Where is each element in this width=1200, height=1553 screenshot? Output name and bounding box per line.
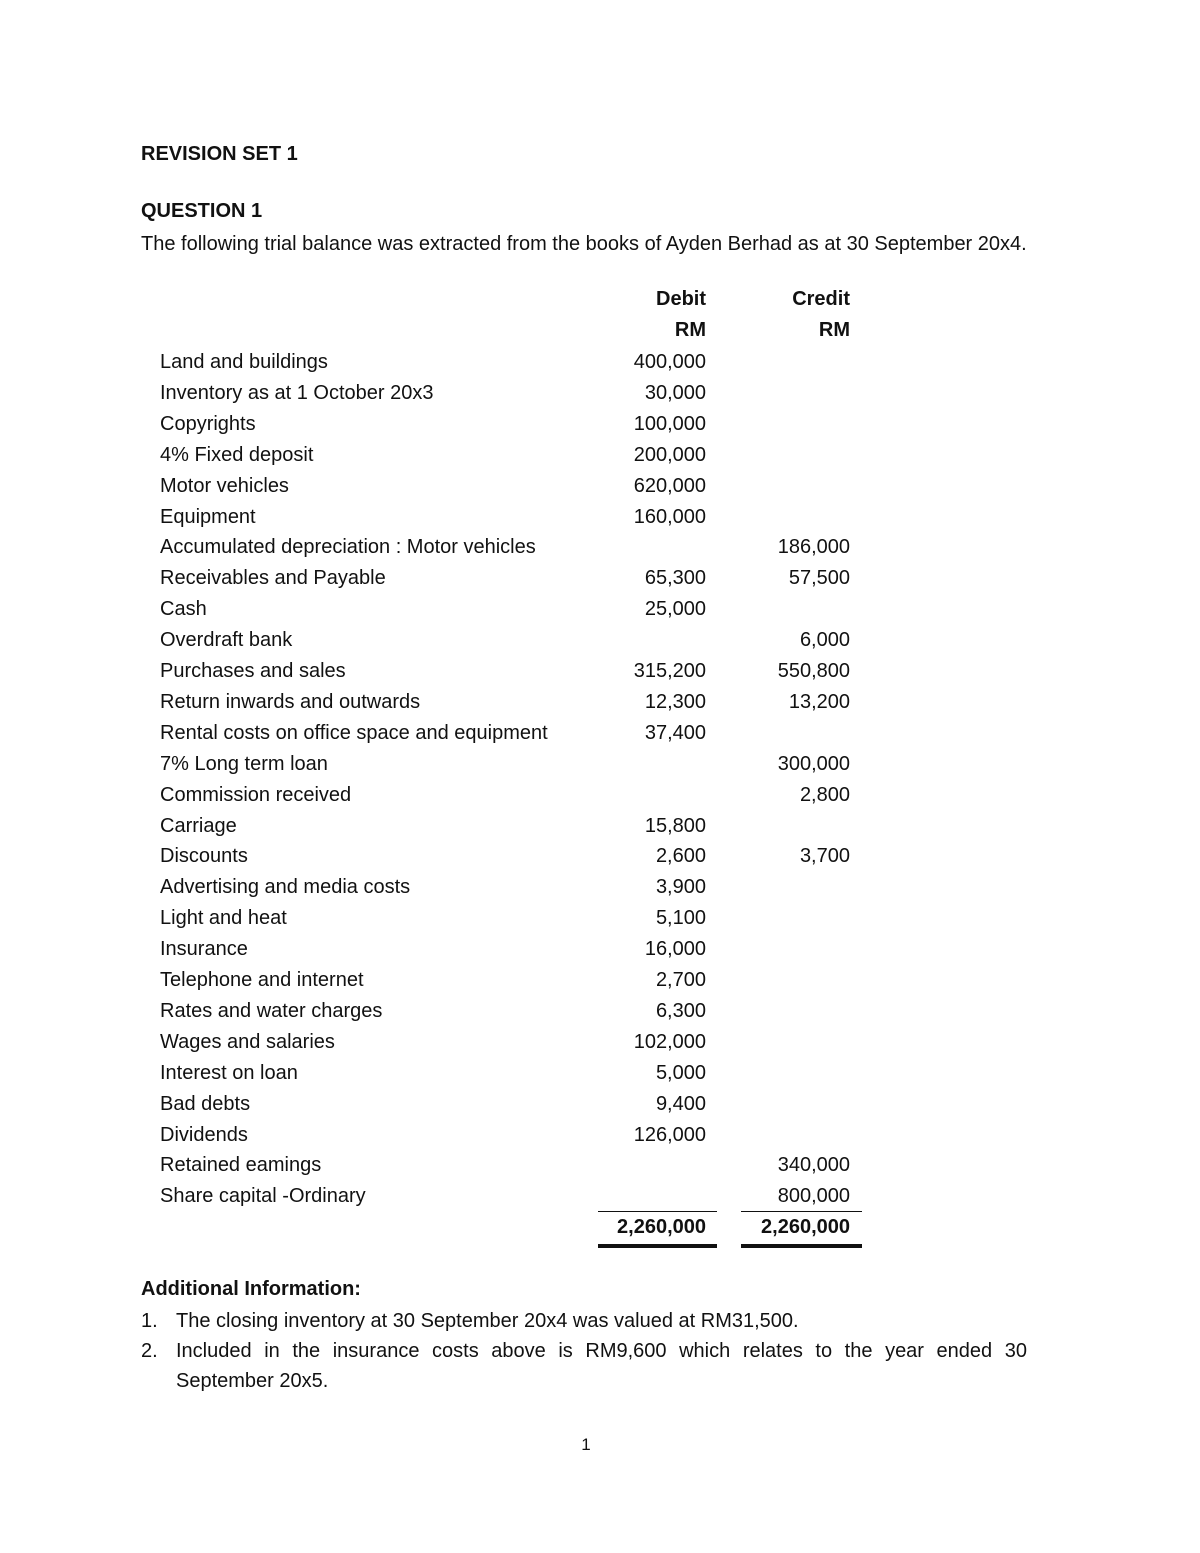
list-item (141, 1306, 1027, 1336)
row-debit: 200,000 (633, 443, 706, 466)
row-label: Bad debts (160, 1092, 251, 1115)
table-row (0, 815, 1200, 846)
question-title: QUESTION 1 (141, 200, 263, 222)
row-credit: 340,000 (777, 1154, 850, 1177)
row-credit: 3,700 (799, 845, 850, 868)
table-row (0, 1124, 1200, 1155)
list-item-number: 1. (141, 1310, 158, 1332)
table-row (0, 536, 1200, 567)
table-row (0, 444, 1200, 475)
table-row (0, 598, 1200, 629)
row-label: Rates and water charges (160, 999, 383, 1022)
row-debit: 102,000 (633, 1030, 706, 1053)
list-item-text: Included in the insurance costs above is RM9,600 which relates to the year ended 30 September 20x5. (176, 1340, 1027, 1392)
row-label: Wages and salaries (160, 1030, 335, 1053)
page-number: 1 (581, 1435, 591, 1454)
row-debit: 2,600 (655, 845, 706, 868)
table-row (0, 413, 1200, 444)
table-row (0, 691, 1200, 722)
debit-unit: RM (674, 319, 706, 341)
row-label: Share capital -Ordinary (160, 1185, 366, 1208)
row-debit: 5,100 (655, 907, 706, 930)
table-row (0, 938, 1200, 969)
credit-subtotal-rule (741, 1211, 862, 1212)
row-debit: 315,200 (633, 660, 706, 682)
row-label: Inventory as at 1 October 20x3 (160, 381, 434, 404)
row-debit: 12,300 (644, 690, 706, 713)
table-row (0, 969, 1200, 1000)
intro-paragraph: The following trial balance was extracted from the books of Ayden Berhad as at 30 September 20x4. (141, 233, 1027, 255)
table-row (0, 753, 1200, 784)
debit-total: 2,260,000 (617, 1216, 706, 1238)
list-item-number: 2. (141, 1340, 158, 1362)
row-debit: 16,000 (644, 938, 706, 961)
row-label: Motor vehicles (160, 474, 289, 497)
row-debit: 15,800 (644, 814, 706, 837)
row-label: Carriage (160, 814, 237, 837)
table-row (0, 784, 1200, 815)
row-label: Interest on loan (160, 1061, 298, 1084)
row-label: Commission received (160, 783, 352, 806)
row-debit: 9,400 (655, 1092, 706, 1115)
row-label: Land and buildings (160, 351, 328, 373)
row-credit: 186,000 (777, 536, 850, 559)
row-credit: 2,800 (799, 783, 850, 806)
row-label: Cash (160, 598, 207, 621)
row-label: Purchases and sales (160, 660, 346, 682)
row-label: Advertising and media costs (160, 876, 411, 899)
list-item-text: The closing inventory at 30 September 20x4 was valued at RM31,500. (176, 1310, 799, 1332)
table-row (0, 876, 1200, 907)
row-label: Retained eamings (160, 1154, 322, 1177)
row-label: Copyrights (160, 412, 256, 435)
row-label: Light and heat (160, 907, 287, 930)
debit-total-double-rule (598, 1244, 717, 1248)
row-debit: 2,700 (655, 969, 706, 991)
table-row (0, 907, 1200, 938)
table-row (0, 475, 1200, 506)
table-row (0, 629, 1200, 660)
row-label: Overdraft bank (160, 629, 293, 652)
credit-unit: RM (818, 319, 850, 341)
row-label: Rental costs on office space and equipment (160, 721, 548, 744)
additional-info-list (141, 1306, 1027, 1396)
credit-header: Credit (792, 288, 850, 310)
row-label: 7% Long term loan (160, 752, 328, 775)
row-debit: 5,000 (655, 1061, 706, 1084)
row-credit: 6,000 (799, 629, 850, 652)
table-row (0, 1093, 1200, 1124)
row-credit: 800,000 (777, 1185, 850, 1208)
table-row (0, 382, 1200, 413)
row-credit: 550,800 (777, 660, 850, 682)
table-row (0, 1000, 1200, 1031)
table-row (0, 351, 1200, 382)
table-row (0, 1031, 1200, 1062)
table-row (0, 1154, 1200, 1185)
table-row (0, 660, 1200, 691)
table-row (0, 722, 1200, 753)
row-debit: 25,000 (644, 598, 706, 621)
row-debit: 65,300 (644, 567, 706, 590)
row-debit: 620,000 (633, 474, 706, 497)
row-debit: 400,000 (633, 351, 706, 373)
row-credit: 13,200 (788, 690, 850, 713)
table-row (0, 1062, 1200, 1093)
row-debit: 37,400 (644, 721, 706, 744)
credit-total: 2,260,000 (761, 1216, 850, 1238)
row-label: Insurance (160, 938, 248, 961)
row-label: Return inwards and outwards (160, 690, 421, 713)
row-label: Accumulated depreciation : Motor vehicles (160, 536, 536, 559)
row-debit: 6,300 (655, 999, 706, 1022)
table-row (0, 845, 1200, 876)
list-item (141, 1336, 1027, 1396)
row-debit: 3,900 (655, 876, 706, 899)
additional-info-title: Additional Information: (141, 1278, 361, 1300)
row-debit: 100,000 (633, 412, 706, 435)
row-label: Discounts (160, 845, 248, 868)
row-label: Telephone and internet (160, 969, 364, 991)
table-row (0, 506, 1200, 537)
row-debit: 30,000 (644, 381, 706, 404)
row-credit: 57,500 (788, 567, 850, 590)
debit-subtotal-rule (598, 1211, 717, 1212)
set-title: REVISION SET 1 (141, 143, 298, 165)
debit-header: Debit (656, 288, 706, 310)
row-label: Equipment (160, 505, 256, 528)
credit-total-double-rule (741, 1244, 862, 1248)
row-credit: 300,000 (777, 752, 850, 775)
row-label: Dividends (160, 1123, 248, 1146)
row-debit: 160,000 (633, 505, 706, 528)
row-label: 4% Fixed deposit (160, 443, 314, 466)
row-debit: 126,000 (633, 1123, 706, 1146)
table-row (0, 567, 1200, 598)
row-label: Receivables and Payable (160, 567, 386, 590)
